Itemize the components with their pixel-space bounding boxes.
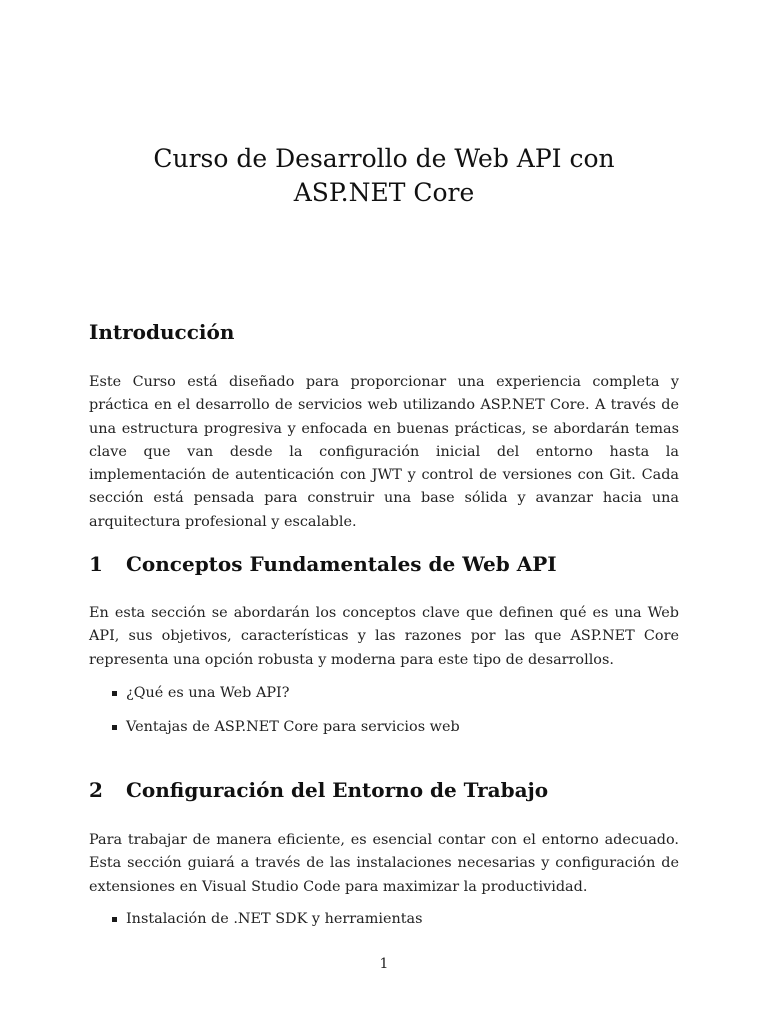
bullet-square-icon bbox=[112, 725, 117, 730]
section-1-heading bbox=[89, 551, 557, 577]
section-2-number: 2 bbox=[89, 778, 103, 802]
section-1-paragraph: En esta sección se abordarán los conceptos clave que definen qué es una Web API, sus objetivos, características y las razones por las que ASP.NET Core representa una opción robusta y moderna para este tipo de desarrollos. bbox=[89, 605, 679, 668]
page-number: 1 bbox=[379, 956, 389, 972]
section-1-bullet-list bbox=[109, 683, 460, 751]
list-item bbox=[109, 909, 423, 929]
document-title bbox=[0, 142, 768, 210]
section-2-bullet-list bbox=[109, 909, 423, 943]
bullet-square-icon bbox=[112, 917, 117, 922]
list-item-text: ¿Qué es una Web API? bbox=[126, 685, 290, 701]
document-title-line-1: Curso de Desarrollo de Web API con bbox=[153, 144, 615, 173]
bullet-square-icon bbox=[112, 691, 117, 696]
section-2-title: Configuración del Entorno de Trabajo bbox=[126, 778, 549, 802]
intro-heading: Introducción bbox=[89, 320, 235, 344]
list-item bbox=[109, 717, 460, 737]
list-item-text: Ventajas de ASP.NET Core para servicios web bbox=[126, 719, 460, 735]
section-2-paragraph: Para trabajar de manera eficiente, es esencial contar con el entorno adecuado. Esta sección guiará a través de las instalaciones necesarias y configuración de extensiones en Visual Studio Code para maximizar la productividad. bbox=[89, 832, 679, 895]
section-2-heading bbox=[89, 777, 548, 803]
section-1-number: 1 bbox=[89, 552, 103, 576]
intro-paragraph: Este Curso está diseñado para proporcionar una experiencia completa y práctica en el desarrollo de servicios web utilizando ASP.NET Core. A través de una estructura progresiva y enfocada en buenas prácticas, se abordarán temas clave que van desde la configuración inicial del entorno hasta la implementación de autenticación con JWT y control de versiones con Git. Cada sección está pensada para construir una base sólida y avanzar hacia una arquitectura profesional y escalable. bbox=[89, 374, 679, 530]
list-item-text: Instalación de .NET SDK y herramientas bbox=[126, 911, 423, 927]
section-1-title: Conceptos Fundamentales de Web API bbox=[126, 552, 557, 576]
document-title-line-2: ASP.NET Core bbox=[293, 178, 475, 207]
list-item bbox=[109, 683, 460, 703]
